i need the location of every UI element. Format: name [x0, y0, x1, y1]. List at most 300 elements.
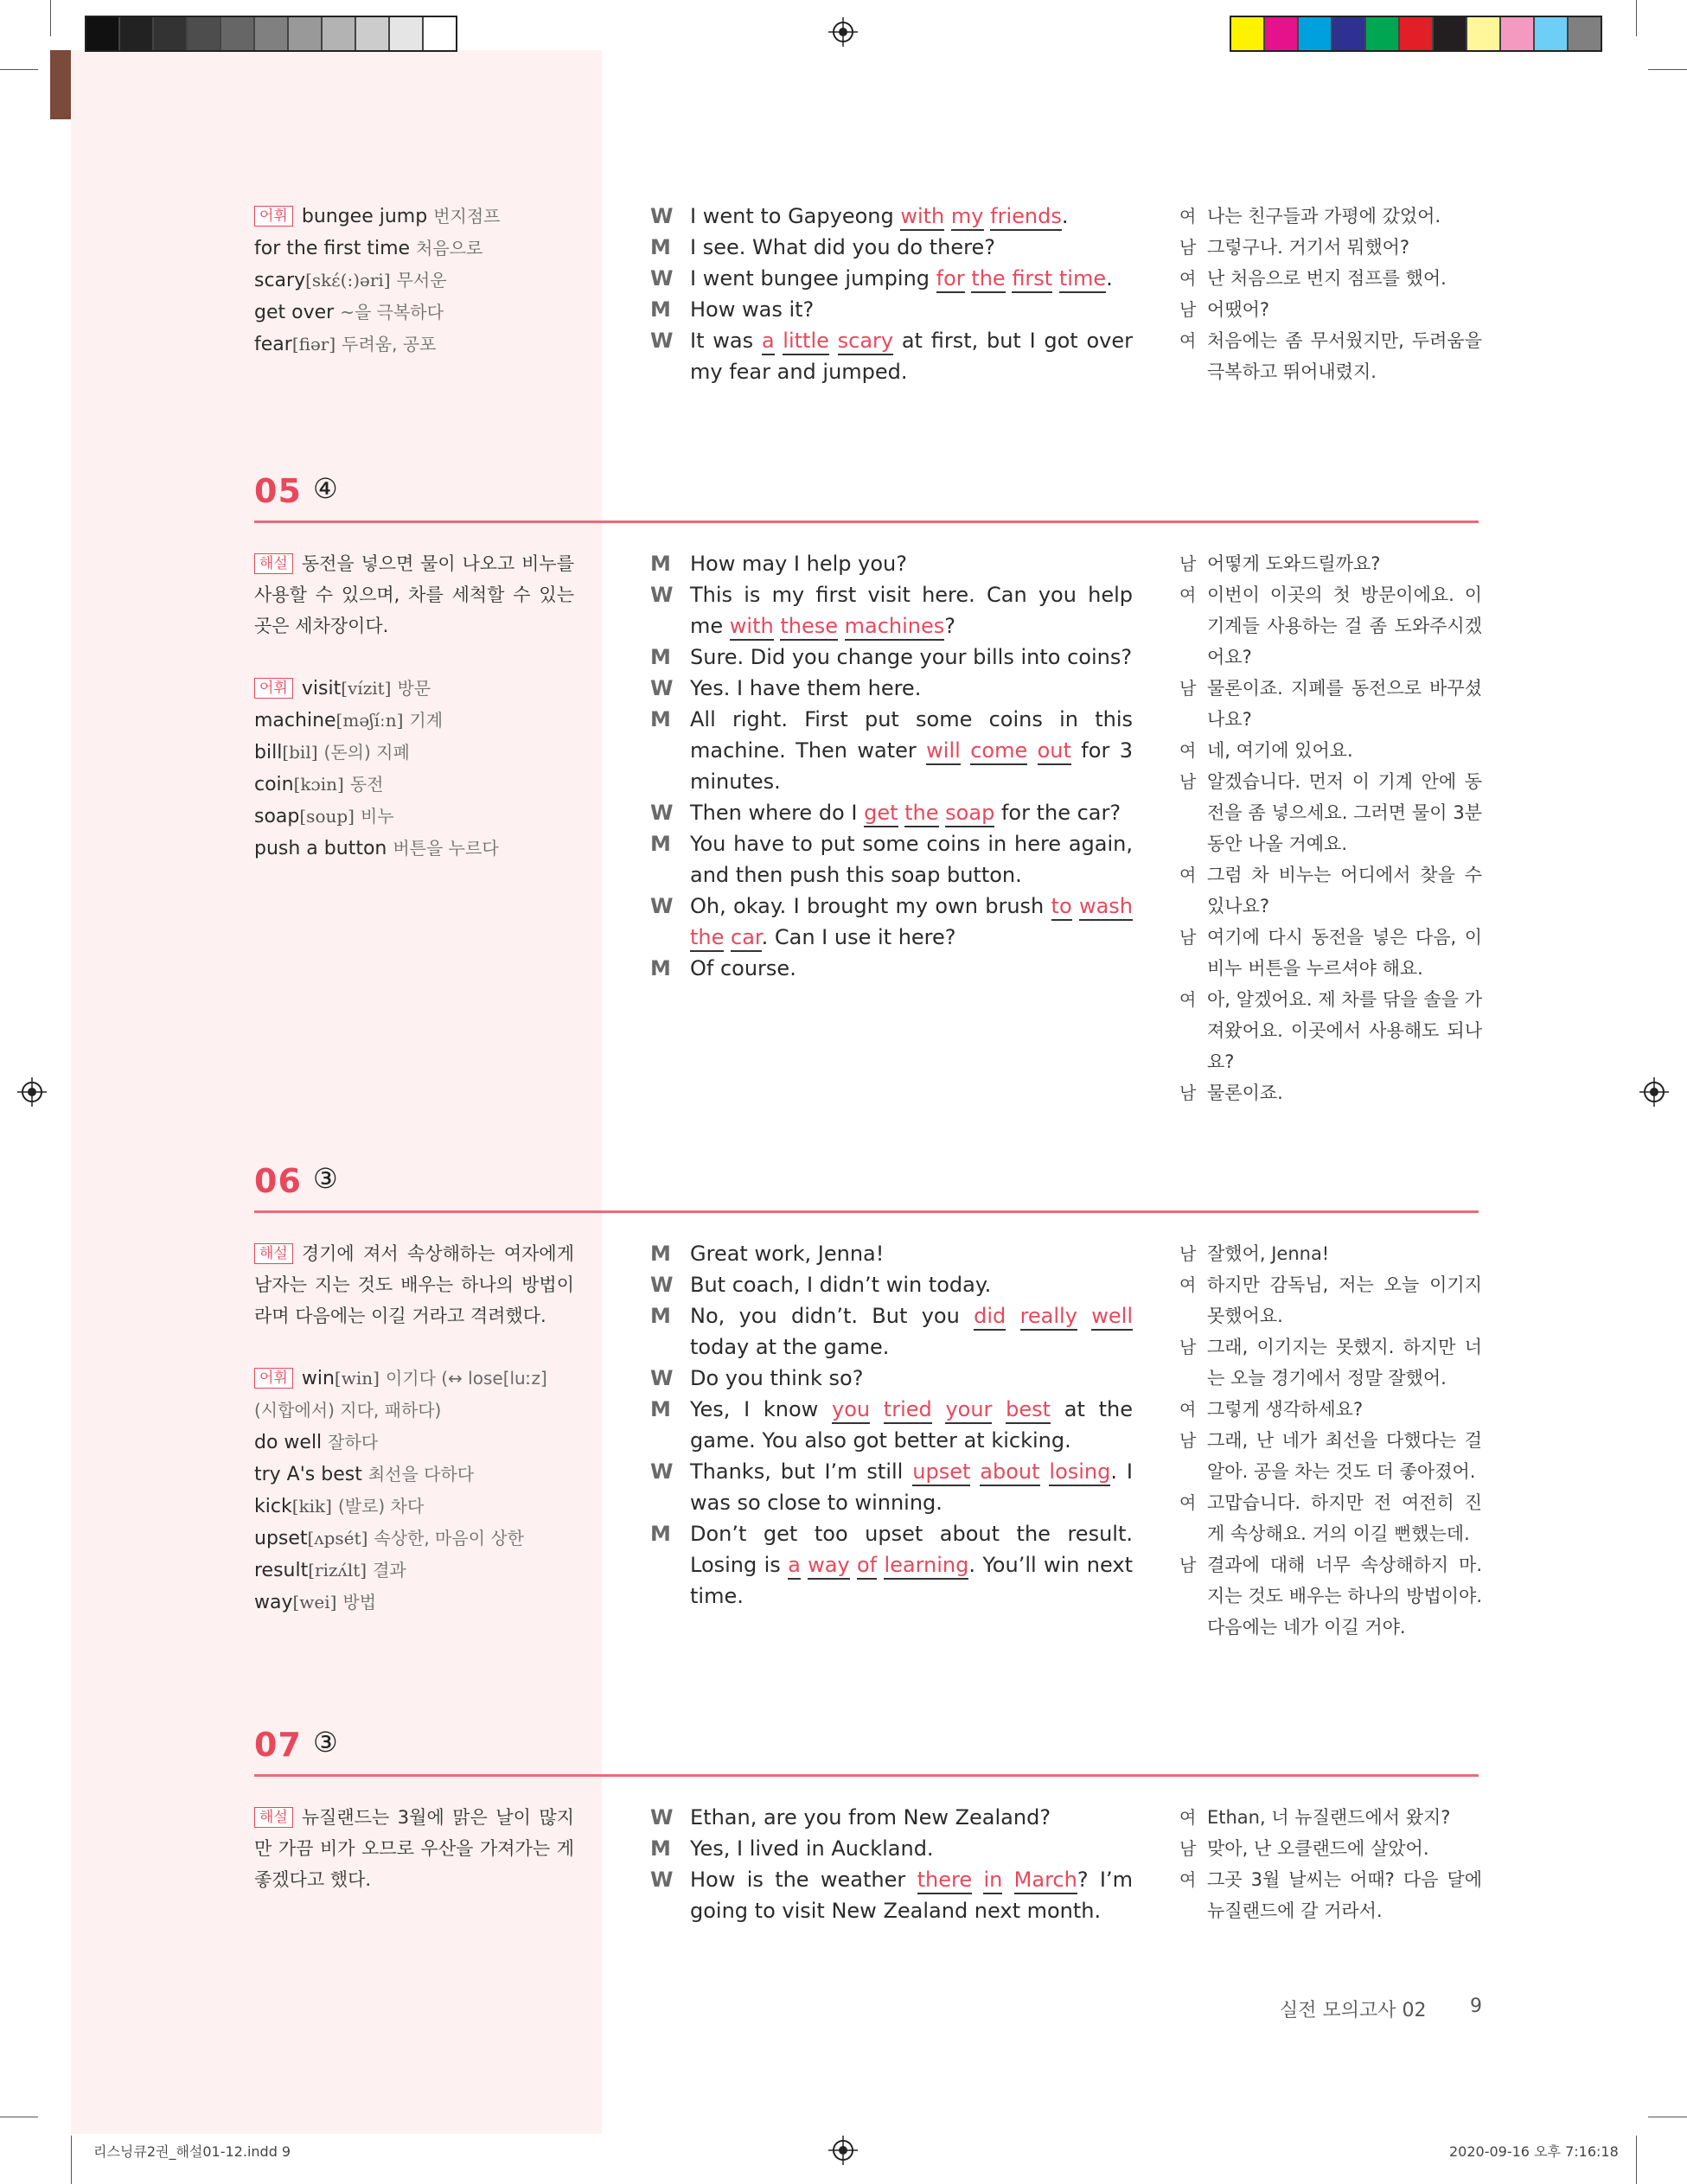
color-swatch [1501, 17, 1535, 50]
speaker-label: 남 [1179, 299, 1197, 320]
dialog-text: But coach, I didn’t win today. [690, 1273, 992, 1297]
korean-translation-05 [1179, 548, 1482, 1108]
dialog-text [724, 925, 731, 949]
question-number: 05 [254, 472, 302, 510]
vocab-item [254, 265, 574, 297]
vocab-tag: 어휘 [254, 206, 293, 227]
dialog-text [1027, 738, 1037, 763]
vocab-meaning: (돈의) 지폐 [323, 742, 410, 763]
color-swatch [221, 17, 255, 50]
answer-blank: well [1091, 1304, 1133, 1331]
dialog-text [972, 1868, 983, 1892]
dialog-text: I went to Gapyeong [690, 204, 901, 228]
translation-text: 그럼 차 비누는 어디에서 찾을 수 있나요? [1207, 865, 1482, 916]
dialog-text [1077, 1304, 1091, 1328]
dialog-line [650, 1394, 1133, 1456]
vocab-word: coin [254, 774, 294, 795]
vocab-item [254, 201, 574, 233]
translation-line [1179, 859, 1482, 922]
translation-text: 그래, 이기지는 못했지. 하지만 너는 오늘 경기에서 정말 잘했어. [1207, 1337, 1482, 1389]
vocab-item [254, 737, 574, 769]
speaker-label: 남 [1179, 678, 1197, 699]
vocab-meaning: 번지점프 [433, 206, 501, 227]
translation-line [1179, 1394, 1482, 1425]
translation-line [1179, 232, 1482, 263]
answer-blank: did [974, 1304, 1006, 1331]
answer-blank: you [832, 1397, 870, 1424]
speaker-label: W [650, 1868, 674, 1892]
vocab-item [254, 673, 574, 705]
answer-blank: in [983, 1868, 1002, 1894]
dialog-text: at first, but I got over my fear and jumped. [690, 329, 1133, 384]
speaker-label: 여 [1179, 1274, 1197, 1295]
translation-text: 네, 여기에 있어요. [1207, 740, 1353, 761]
dialog-text: Yes, I lived in Auckland. [690, 1836, 934, 1861]
translation-line [1179, 1833, 1482, 1864]
vocab-meaning: 최선을 다하다 [367, 1464, 475, 1485]
answer-blank: out [1038, 738, 1071, 765]
vocab-meaning: (발로) 차다 [337, 1496, 425, 1517]
vocab-word: soap [254, 806, 300, 827]
dialog-line [650, 642, 1133, 673]
dialog-text [932, 1397, 946, 1421]
vocab-item [254, 833, 574, 865]
answer-blank: get [864, 801, 898, 827]
translation-line [1179, 1331, 1482, 1394]
dialog-text: Sure. Did you change your bills into coins? [690, 645, 1133, 669]
explanation-column-05 [254, 548, 574, 865]
vocab-item [254, 1427, 574, 1459]
speaker-label: 여 [1179, 740, 1197, 761]
dialog-line [650, 891, 1133, 953]
color-swatch [120, 17, 154, 50]
dialog-text: I went bungee jumping [690, 266, 936, 291]
color-swatch [1332, 17, 1366, 50]
vocab-item [254, 233, 574, 265]
dialog-text: It was [690, 329, 762, 353]
translation-line [1179, 766, 1482, 859]
dialog-text: Yes, I know [690, 1397, 832, 1421]
translation-text: 물론이죠. 지폐를 동전으로 바꾸셨나요? [1207, 678, 1482, 730]
dialog-text: . [1061, 204, 1069, 228]
dialog-line [650, 1864, 1133, 1926]
translation-line [1179, 922, 1482, 984]
dialog-text [944, 204, 951, 228]
translation-line [1179, 1077, 1482, 1108]
dialog-text: Yes. I have them here. [690, 676, 922, 700]
translation-line [1179, 579, 1482, 673]
vocab-word: fear [254, 334, 292, 355]
vocab-tag: 어휘 [254, 1368, 293, 1389]
vocab-meaning: 처음으로 [416, 238, 483, 259]
vocab-word: scary [254, 270, 306, 291]
answer-blank: really [1020, 1304, 1077, 1331]
vocab-word: bungee jump [301, 206, 428, 227]
vocab-pronunciation: [bil] [282, 742, 318, 763]
vocab-word: machine [254, 710, 336, 731]
answer-mark: ③ [313, 1726, 338, 1759]
color-swatch [1434, 17, 1467, 50]
color-swatch [1265, 17, 1299, 50]
dialog-text [1006, 1304, 1019, 1328]
dialog-line [650, 1518, 1133, 1612]
color-swatch [1569, 17, 1601, 50]
translation-text: 난 처음으로 번지 점프를 했어. [1207, 268, 1447, 289]
dialog-text: . Can I use it here? [761, 925, 956, 949]
vocab-item [254, 1363, 574, 1427]
speaker-label: W [650, 204, 674, 228]
speaker-label: M [650, 1522, 671, 1546]
question-header-05 [254, 472, 1479, 510]
color-swatch [1467, 17, 1501, 50]
speaker-label: 여 [1179, 865, 1197, 885]
color-swatch [1400, 17, 1434, 50]
dialog-line [650, 1238, 1133, 1269]
explanation-body: 경기에 져서 속상해하는 여자에게 남자는 지는 것도 배우는 하나의 방법이라며 다음에는 이길 거라고 격려했다. [254, 1243, 574, 1326]
vocab-word: way [254, 1592, 293, 1613]
vocab-item [254, 1459, 574, 1491]
dialog-text [1072, 894, 1079, 918]
dialog-text: This is my first visit here. Can you help me [690, 583, 1133, 638]
dialog-line [650, 232, 1133, 263]
dialog-text: Do you think so? [690, 1366, 864, 1390]
dialog-text: ? I’m going to visit New Zealand next month. [690, 1868, 1133, 1923]
explanation-column-06 [254, 1238, 574, 1619]
vocab-item [254, 329, 574, 361]
dialog-text [870, 1397, 884, 1421]
explanation-body: 뉴질랜드는 3월에 맑은 날이 많지만 가끔 비가 오므로 우산을 가져가는 게 좋겠다고 했다. [254, 1807, 574, 1890]
answer-blank: for [936, 266, 965, 293]
translation-line [1179, 1238, 1482, 1269]
speaker-label: M [650, 956, 671, 980]
speaker-label: W [650, 266, 674, 291]
vocab-meaning: 이기다 (↔ lose[luːz] (시합에서) 지다, 패하다) [254, 1368, 547, 1421]
speaker-label: M [650, 1304, 671, 1328]
dialog-text [1002, 1868, 1013, 1892]
vocab-word: upset [254, 1528, 308, 1549]
translation-line [1179, 1802, 1482, 1833]
vocab-word: for the first time [254, 238, 411, 259]
vocab-meaning: 동전 [349, 774, 384, 795]
vocab-pronunciation: [ʌpsét] [307, 1528, 368, 1549]
dialog-text: No, you didn’t. But you [690, 1304, 974, 1328]
answer-blank: with [900, 204, 944, 231]
dialog-text: Of course. [690, 956, 796, 980]
dialog-line [650, 579, 1133, 642]
vocab-pronunciation: [məʃíːn] [335, 710, 404, 731]
dialog-text: How is the weather [690, 1868, 917, 1892]
vocab-item [254, 297, 574, 329]
answer-blank: upset [912, 1459, 970, 1486]
vocab-word: try A's best [254, 1464, 362, 1485]
answer-blank: your [945, 1397, 992, 1424]
dialog-text: for 3 minutes. [690, 738, 1133, 794]
speaker-label: W [650, 329, 674, 353]
vocab-meaning: 방문 [397, 678, 431, 699]
speaker-label: W [650, 676, 674, 700]
dialog-transcript-07 [650, 1802, 1133, 1926]
translation-text: 나는 친구들과 가평에 갔었어. [1207, 206, 1441, 227]
dialog-line [650, 548, 1133, 579]
crop-mark [71, 2136, 72, 2184]
answer-blank: learning [884, 1553, 968, 1580]
explanation-tag: 해설 [254, 1807, 293, 1828]
dialog-text: ? [944, 614, 956, 638]
speaker-label: 여 [1179, 268, 1197, 289]
dialog-text [838, 614, 845, 638]
dialog-text: Great work, Jenna! [690, 1242, 885, 1266]
translation-text: 그래, 난 네가 최선을 다했다는 걸 알아. 공을 차는 것도 더 좋아졌어. [1207, 1430, 1482, 1482]
speaker-label: 남 [1179, 927, 1197, 948]
answer-blank: with [730, 614, 774, 641]
vocab-meaning: 두려움, 공포 [342, 334, 437, 354]
crop-mark [1648, 69, 1687, 70]
vocab-word: push a button [254, 838, 387, 859]
vocab-pronunciation: [skέ(:)əri] [305, 270, 391, 291]
speaker-label: 남 [1179, 553, 1197, 574]
dialog-text [829, 329, 838, 353]
vocab-item [254, 1491, 574, 1523]
color-swatch [154, 17, 188, 50]
crop-mark [0, 69, 38, 70]
color-swatch [188, 17, 221, 50]
answer-blank: my [951, 204, 984, 231]
translation-text: 그곳 3월 날씨는 어때? 다음 달에 뉴질랜드에 갈 거라서. [1207, 1869, 1482, 1921]
question-number: 07 [254, 1726, 302, 1764]
color-swatch [356, 17, 390, 50]
answer-blank: little [783, 329, 829, 355]
answer-blank: friends [990, 204, 1062, 231]
answer-blank: first [1012, 266, 1052, 293]
vocab-pronunciation: [kɔin] [293, 774, 344, 795]
answer-blank: wash [1079, 894, 1133, 921]
speaker-label: W [650, 894, 674, 918]
translation-text: 그렇게 생각하세요? [1207, 1399, 1364, 1420]
translation-line [1179, 325, 1482, 387]
speaker-label: 남 [1179, 1243, 1197, 1264]
vocab-word: do well [254, 1432, 323, 1453]
vocab-word: bill [254, 742, 283, 763]
explanation-text [254, 1802, 574, 1895]
speaker-label: M [650, 1836, 671, 1861]
vocab-meaning: 기계 [409, 710, 444, 731]
explanation-body: 동전을 넣으면 물이 나오고 비누를 사용할 수 있으며, 차를 세척할 수 있는 곳은 세차장이다. [254, 553, 574, 636]
print-slug-filename: 리스닝큐2권_해설01-12.indd 9 [93, 2143, 291, 2160]
dialog-text: . [1106, 266, 1113, 291]
dialog-text: Ethan, are you from New Zealand? [690, 1805, 1051, 1830]
speaker-label: M [650, 1242, 671, 1266]
speaker-label: M [650, 1397, 671, 1421]
korean-translation-top [1179, 201, 1482, 387]
speaker-label: W [650, 583, 674, 607]
crop-mark [1636, 0, 1637, 36]
speaker-label: 남 [1179, 1430, 1197, 1451]
dialog-text: You have to put some coins in here again, and then push this soap button. [690, 832, 1133, 887]
dialog-text [801, 1553, 808, 1577]
vocab-pronunciation: [fiər] [291, 334, 336, 354]
vocab-item [254, 705, 574, 737]
answer-blank: car [731, 925, 762, 952]
explanation-tag: 해설 [254, 1243, 293, 1264]
explanation-text [254, 548, 574, 642]
vocab-meaning: 속상한, 마음이 상한 [374, 1528, 525, 1549]
answer-blank: scary [838, 329, 893, 355]
crop-mark [50, 0, 51, 36]
dialog-line [650, 263, 1133, 294]
vocab-pronunciation: [win] [334, 1368, 380, 1389]
speaker-label: W [650, 1273, 674, 1297]
answer-blank: soap [945, 801, 994, 827]
translation-text: 결과에 대해 너무 속상해하지 마. 지는 것도 배우는 하나의 방법이야. 다음에는 네가 이길 거야. [1207, 1555, 1482, 1638]
dialog-transcript-top [650, 201, 1133, 387]
footer-test-title: 실전 모의고사 02 [1280, 2000, 1427, 2021]
answer-blank: machines [845, 614, 945, 641]
answer-blank: the [904, 801, 938, 827]
answer-blank: a [788, 1553, 801, 1580]
answer-blank: these [780, 614, 838, 641]
vocab-pronunciation: [vízit] [341, 678, 392, 699]
color-swatch [86, 17, 120, 50]
speaker-label: 남 [1179, 771, 1197, 792]
vocab-meaning: 무서운 [396, 270, 447, 291]
vocab-item [254, 801, 574, 833]
section-divider [254, 1210, 1479, 1213]
answer-blank: to [1051, 894, 1072, 921]
color-swatch [1231, 17, 1265, 50]
answer-blank: will [926, 738, 961, 765]
color-swatch [255, 17, 289, 50]
dialog-text: I see. What did you do there? [690, 235, 995, 259]
vocab-word: get over [254, 302, 335, 323]
color-swatch [390, 17, 424, 50]
dialog-text: . You’ll win next time. [690, 1553, 1133, 1608]
vocab-item [254, 1587, 574, 1619]
dialog-text [775, 329, 783, 353]
answer-blank: come [970, 738, 1027, 765]
speaker-label: 여 [1179, 206, 1197, 227]
dialog-text [1052, 266, 1059, 291]
speaker-label: 남 [1179, 1555, 1197, 1575]
answer-blank: the [690, 925, 724, 952]
translation-text: 어떻게 도와드릴까요? [1207, 553, 1381, 574]
dialog-text: How was it? [690, 297, 815, 322]
answer-blank: about [980, 1459, 1039, 1486]
translation-line [1179, 548, 1482, 579]
korean-translation-06 [1179, 1238, 1482, 1643]
vocab-list [254, 673, 574, 865]
translation-text: 알겠습니다. 먼저 이 기계 안에 동전을 좀 넣으세요. 그러면 물이 3분 동안 나올 거예요. [1207, 771, 1482, 854]
answer-blank: time [1059, 266, 1106, 293]
dialog-line [650, 704, 1133, 797]
dialog-text: for the car? [994, 801, 1121, 825]
speaker-label: 여 [1179, 1492, 1197, 1513]
translation-text: 아, 알겠어요. 제 차를 닦을 솔을 가져왔어요. 이곳에서 사용해도 되나요? [1207, 989, 1482, 1072]
section-divider [254, 520, 1479, 523]
vocab-meaning: 결과 [373, 1560, 406, 1581]
translation-text: 여기에 다시 동전을 넣은 다음, 이 비누 버튼을 누르셔야 해요. [1207, 927, 1482, 979]
dialog-text [961, 738, 970, 763]
dialog-text [850, 1553, 857, 1577]
translation-text: 이번이 이곳의 첫 방문이에요. 이 기계들 사용하는 걸 좀 도와주시겠어요? [1207, 584, 1482, 667]
speaker-label: W [650, 1459, 674, 1484]
translation-line [1179, 294, 1482, 325]
color-swatch [289, 17, 323, 50]
answer-blank: March [1014, 1868, 1077, 1894]
translation-text: 맞아, 난 오클랜드에 살았어. [1207, 1838, 1429, 1859]
dialog-text [992, 1397, 1006, 1421]
section-divider [254, 1774, 1479, 1777]
vocab-word: kick [254, 1496, 292, 1517]
dialog-line [650, 828, 1133, 891]
translation-line [1179, 673, 1482, 735]
translation-line [1179, 735, 1482, 766]
speaker-label: W [650, 1366, 674, 1390]
registration-mark-right-icon [1639, 1077, 1669, 1107]
speaker-label: 여 [1179, 989, 1197, 1010]
vocab-pronunciation: [rizʌ́lt] [308, 1560, 367, 1581]
explanation-column-07 [254, 1802, 574, 1895]
speaker-label: W [650, 801, 674, 825]
registration-mark-bottom-icon [828, 2136, 858, 2165]
dialog-text: Then where do I [690, 801, 865, 825]
vocab-word: result [254, 1560, 309, 1581]
dialog-line [650, 325, 1133, 387]
vocab-meaning: 방법 [342, 1592, 377, 1612]
speaker-label: M [650, 707, 671, 731]
color-swatch [1299, 17, 1332, 50]
answer-mark: ④ [313, 472, 338, 505]
answer-blank: losing [1049, 1459, 1110, 1486]
vocab-item [254, 769, 574, 801]
explanation-text [254, 1238, 574, 1331]
dialog-line [650, 797, 1133, 828]
translation-text: 어땠어? [1207, 299, 1270, 320]
speaker-label: 여 [1179, 1869, 1197, 1890]
dialog-line [650, 1363, 1133, 1394]
dialog-text: All right. First put some coins in this machine. Then water [690, 707, 1133, 763]
dialog-transcript-06 [650, 1238, 1133, 1612]
dialog-text: at the game. You also got better at kicking. [690, 1397, 1133, 1453]
translation-line [1179, 1864, 1482, 1926]
dialog-line [650, 953, 1133, 984]
answer-blank: a [762, 329, 775, 355]
spacer [254, 642, 574, 673]
translation-line [1179, 263, 1482, 294]
vocab-word: visit [301, 678, 342, 699]
translation-text: 처음에는 좀 무서웠지만, 두려움을 극복하고 뛰어내렸지. [1207, 330, 1482, 382]
dialog-line [650, 1456, 1133, 1518]
translation-line [1179, 984, 1482, 1077]
translation-line [1179, 1487, 1482, 1549]
vocab-meaning: ~을 극복하다 [340, 302, 444, 322]
vocab-word: win [301, 1368, 335, 1389]
dialog-text: . I was so close to winning. [690, 1459, 1133, 1515]
translation-text: 하지만 감독님, 저는 오늘 이기지 못했어요. [1207, 1274, 1482, 1326]
dialog-text [970, 1459, 980, 1484]
answer-blank: of [857, 1553, 877, 1580]
speaker-label: M [650, 552, 671, 576]
dialog-line [650, 294, 1133, 325]
dialog-text [1040, 1459, 1050, 1484]
dialog-transcript-05 [650, 548, 1133, 984]
dialog-line [650, 1833, 1133, 1864]
speaker-label: 여 [1179, 1807, 1197, 1828]
speaker-label: 남 [1179, 1082, 1197, 1103]
translation-line [1179, 201, 1482, 232]
dialog-line [650, 1300, 1133, 1363]
question-header-06 [254, 1162, 1479, 1200]
translation-text: 고맙습니다. 하지만 전 여전히 진 게 속상해요. 거의 이길 뻔했는데. [1207, 1492, 1482, 1544]
